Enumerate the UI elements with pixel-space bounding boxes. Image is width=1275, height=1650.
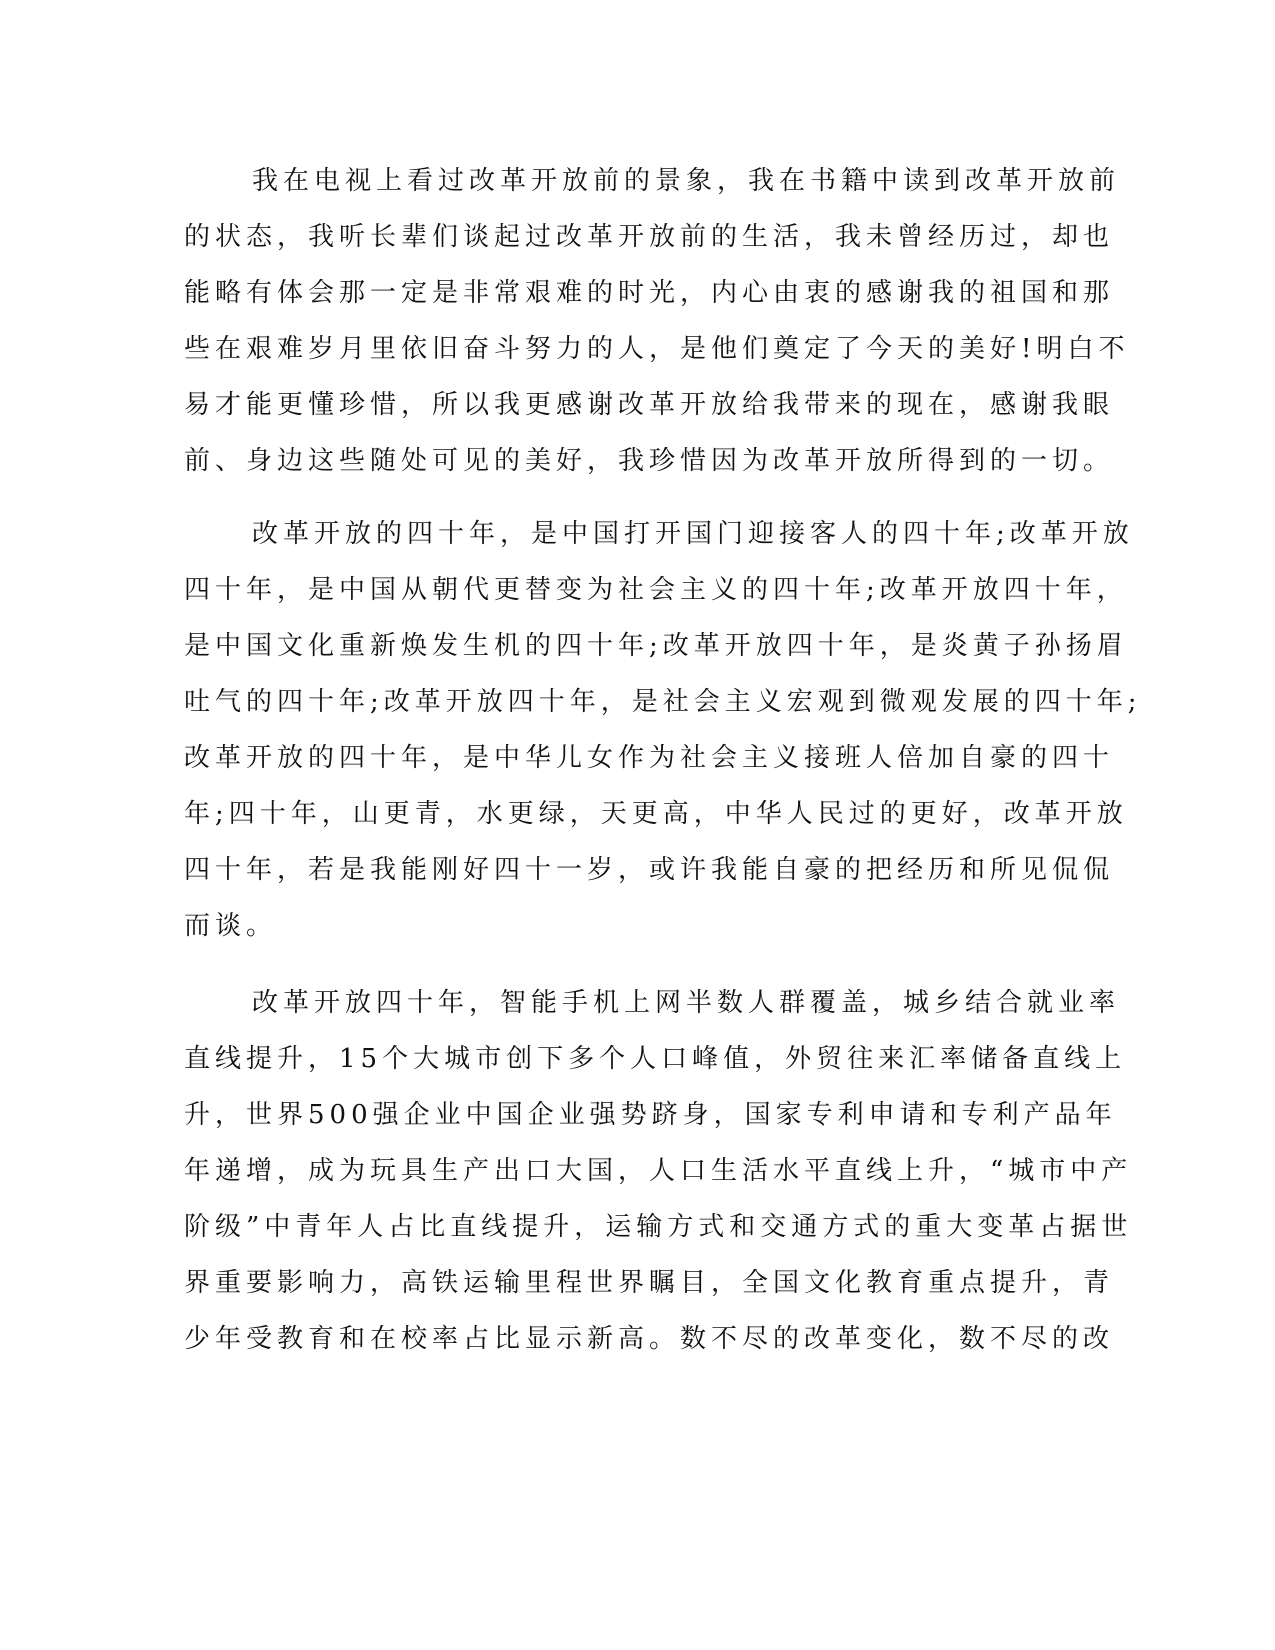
paragraph-line: 年;四十年，山更青，水更绿，天更高，中华人民过的更好，改革开放	[184, 799, 1128, 829]
paragraph-line: 界重要影响力，高铁运输里程世界瞩目，全国文化教育重点提升，青	[184, 1268, 1115, 1298]
paragraph-line: 些在艰难岁月里依旧奋斗努力的人，是他们奠定了今天的美好!明白不	[184, 334, 1130, 364]
paragraph-line: 改革开放的四十年，是中华儿女作为社会主义接班人倍加自豪的四十	[184, 743, 1115, 773]
paragraph-line: 直线提升，15个大城市创下多个人口峰值，外贸往来汇率储备直线上	[184, 1044, 1127, 1074]
paragraph-line: 易才能更懂珍惜，所以我更感谢改革开放给我带来的现在，感谢我眼	[184, 390, 1115, 420]
paragraph-line: 而谈。	[184, 911, 278, 941]
paragraph-line: 四十年，是中国从朝代更替变为社会主义的四十年;改革开放四十年，	[184, 575, 1128, 605]
paragraph-line: 我在电视上看过改革开放前的景象，我在书籍中读到改革开放前	[252, 166, 1121, 196]
paragraph-line: 少年受教育和在校率占比显示新高。数不尽的改革变化，数不尽的改	[184, 1324, 1115, 1354]
paragraph-line: 改革开放四十年，智能手机上网半数人群覆盖，城乡结合就业率	[252, 988, 1121, 1018]
paragraph-line: 前、身边这些随处可见的美好，我珍惜因为改革开放所得到的一切。	[184, 446, 1115, 476]
paragraph-line: 年递增，成为玩具生产出口大国，人口生活水平直线上升，“城市中产	[184, 1156, 1133, 1186]
paragraph-line: 是中国文化重新焕发生机的四十年;改革开放四十年，是炎黄子孙扬眉	[184, 631, 1128, 661]
paragraph-line: 的状态，我听长辈们谈起过改革开放前的生活，我未曾经历过，却也	[184, 222, 1115, 252]
paragraph-line: 升，世界500强企业中国企业强势跻身，国家专利申请和专利产品年	[184, 1100, 1117, 1130]
paragraph-line: 吐气的四十年;改革开放四十年，是社会主义宏观到微观发展的四十年;	[184, 687, 1142, 717]
paragraph-line: 能略有体会那一定是非常艰难的时光，内心由衷的感谢我的祖国和那	[184, 278, 1115, 308]
paragraph-line: 四十年，若是我能刚好四十一岁，或许我能自豪的把经历和所见侃侃	[184, 855, 1115, 885]
paragraph-line: 阶级”中青年人占比直线提升，运输方式和交通方式的重大变革占据世	[184, 1212, 1133, 1242]
paragraph-line: 改革开放的四十年，是中国打开国门迎接客人的四十年;改革开放	[252, 519, 1134, 549]
